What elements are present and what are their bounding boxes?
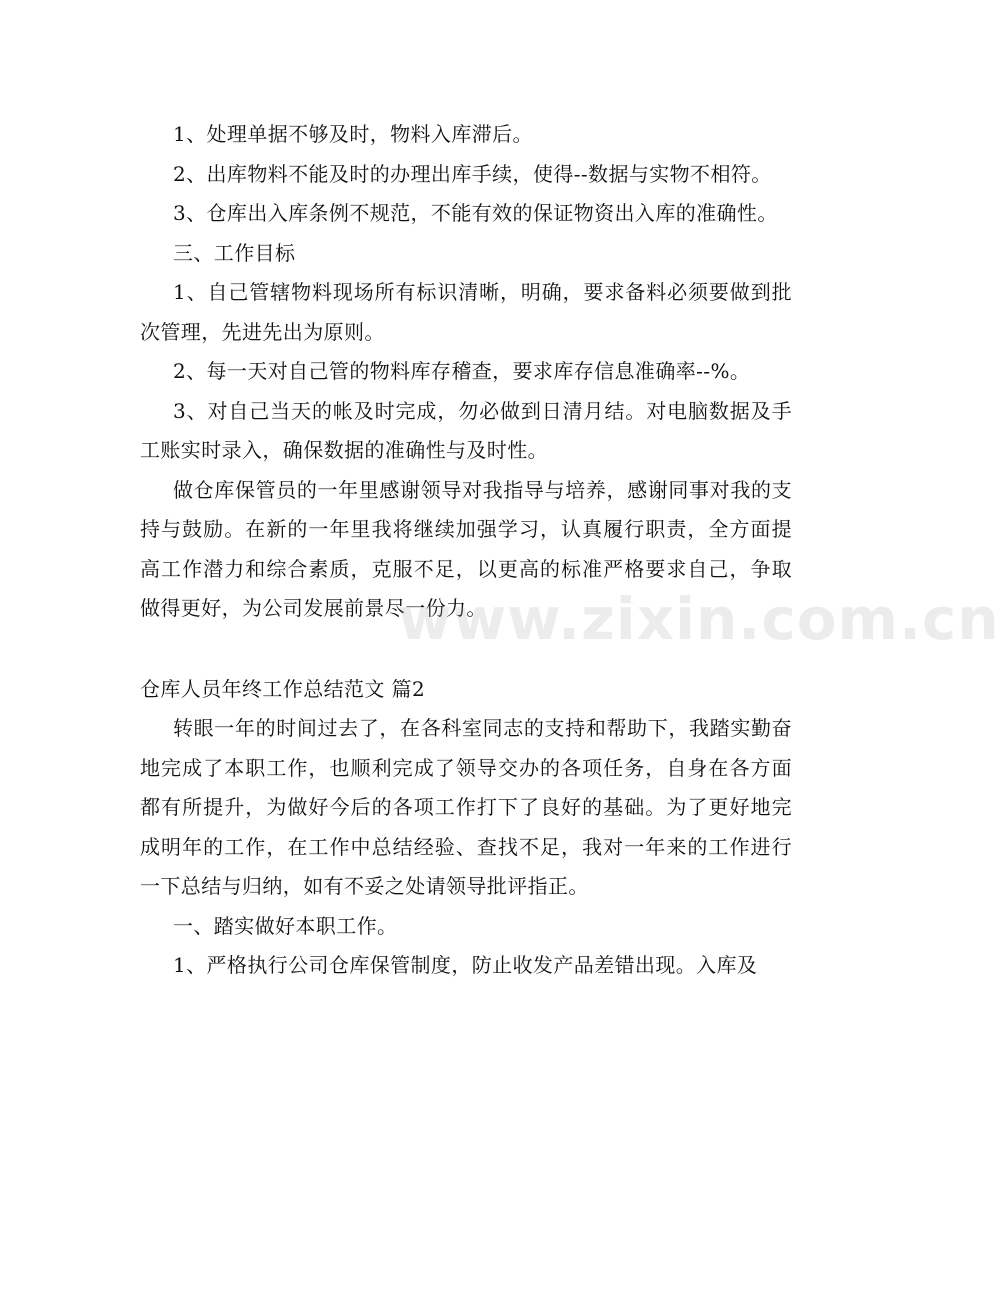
section2-heading-1: 一、踏实做好本职工作。 [173,913,398,938]
document-page [140,115,792,986]
problem-item-2: 2、出库物料不能及时的办理出库手续，使得--数据与实物不相符。 [173,161,772,186]
problem-item-1: 1、处理单据不够及时，物料入库滞后。 [173,122,533,146]
problem-item-3: 3、仓库出入库条例不规范，不能有效的保证物资出入库的准确性。 [173,201,778,225]
section-title: 仓库人员年终工作总结范文 篇2 [140,676,426,701]
intro-paragraph: 转眼一年的时间过去了，在各科室同志的支持和帮助下，我踏实勤奋地完成了本职工作，也顺利完成了领导交办的各项任务，自身在各方面都有所提升，为做好今后的各项工作打下了良好的基础。为了更好地完成明年的工作，在工作中总结经验、查找不足，我对一年来的工作进行一下总结与归纳，如有不妥之处请领导批评指正。 [140,716,792,898]
goal-item-2: 2、每一天对自己管的物料库存稽查，要求库存信息准确率--%。 [173,359,751,383]
goals-heading: 三、工作目标 [173,240,296,265]
section2-item-1: 1、严格执行公司仓库保管制度，防止收发产品差错出现。入库及 [173,953,758,977]
goal-item-1: 1、自己管辖物料现场所有标识清晰，明确，要求备料必须要做到批次管理，先进先出为原则。 [140,280,792,344]
section-spacer [140,629,792,670]
goal-item-3: 3、对自己当天的帐及时完成，勿必做到日清月结。对电脑数据及手工账实时录入，确保数据的准确性与及时性。 [140,398,792,462]
closing-paragraph: 做仓库保管员的一年里感谢领导对我指导与培养，感谢同事对我的支持与鼓励。在新的一年里我将继续加强学习，认真履行职责，全方面提高工作潜力和综合素质，克服不足，以更高的标准严格要求自己，争取做得更好，为公司发展前景尽一份力。 [140,477,792,620]
watermark: www.zixin.com.cn [398,585,1000,653]
